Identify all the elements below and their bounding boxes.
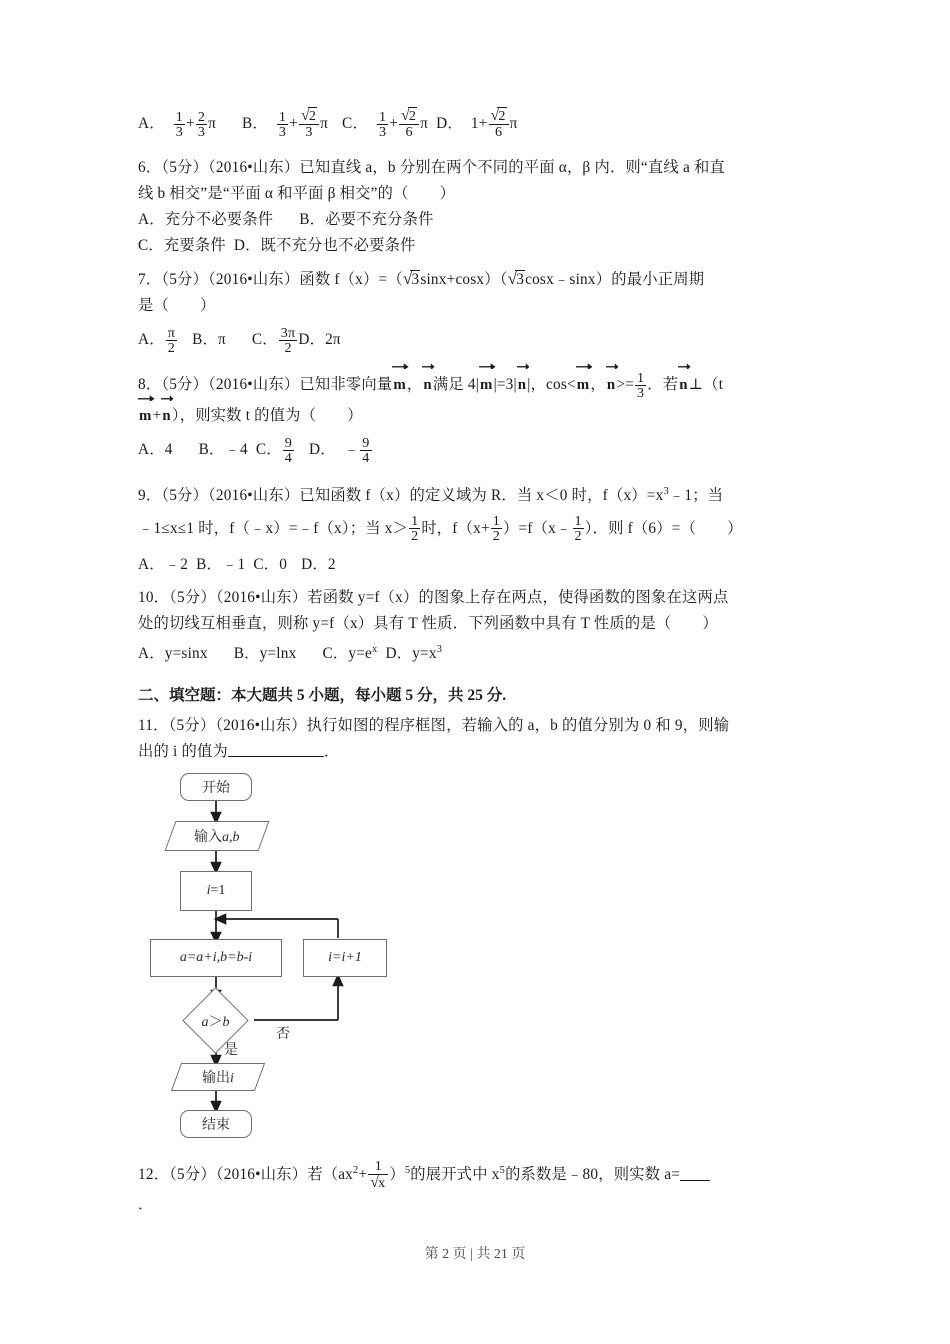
q6-score: （5分） <box>161 159 209 177</box>
q12-tail: 的系数是﹣80，则实数 a= <box>505 1165 681 1183</box>
q5-option-d-frac: $\frac{√2}{6}$ <box>489 108 509 139</box>
q10-option-a: A．y=sinx <box>138 644 208 662</box>
program-flowchart <box>148 771 448 1133</box>
q9-option-a: A．﹣2 <box>138 555 189 573</box>
q8-option-d-frac: $\frac{9}{4}$ <box>362 434 370 467</box>
question-6-options-row2 <box>138 233 838 259</box>
flowchart-init-node: i=1 <box>180 871 252 911</box>
q8-source: （2016•山东） <box>208 376 300 394</box>
q9-option-c: C．0 <box>253 555 288 573</box>
q9-source: （2016•山东） <box>208 487 300 505</box>
question-7-options-row <box>138 323 838 357</box>
question-11-line2 <box>138 739 838 765</box>
q10-option-d: D．$y=x^3$ <box>385 643 443 662</box>
vector-n: n <box>679 369 687 401</box>
q9-frac-2: $\frac{1}{2}$ <box>492 513 501 545</box>
q8-t5: |，cos< <box>527 376 576 394</box>
q7-source: （2016•山东） <box>208 271 300 289</box>
question-12-line1 <box>138 1154 838 1192</box>
q8-t8: ．若 <box>647 376 679 394</box>
q5-option-c-plus: + <box>389 115 399 133</box>
q6-text-line1: 已知直线 a，b 分别在两个不同的平面 α，β 内．则“直线 a 和直 <box>299 159 725 177</box>
q8-t9: ⊥（t <box>688 376 724 394</box>
q12-pre: 若（ax <box>307 1165 354 1183</box>
vector-m: m <box>393 369 406 401</box>
question-8-line2 <box>138 401 838 431</box>
q8-option-a: A．4 <box>138 441 173 459</box>
q5-option-d-one: 1+ <box>470 115 488 133</box>
q8-frac-one-third: $\frac{1}{3}$ <box>636 369 645 402</box>
q5-option-d-label: D． <box>436 115 463 133</box>
vector-arrow-icon <box>517 362 529 370</box>
q9-line1a: 已知函数 f（x）的定义域为 R．当 x＜0 时，f（x）=x <box>299 487 664 505</box>
question-6-options-row1 <box>138 207 838 233</box>
q8-option-c-label: C． <box>255 441 282 459</box>
q10-score: （5分） <box>169 588 216 606</box>
flowchart-start-node: 开始 <box>180 773 252 801</box>
flowchart-end-node: 结束 <box>180 1110 252 1138</box>
flowchart-decision-node: a＞b <box>182 987 248 1053</box>
question-10-line1 <box>138 585 838 611</box>
q7-number: 7． <box>138 271 162 289</box>
q7-option-d: D．2π <box>298 331 341 349</box>
q7-score: （5分） <box>161 271 209 289</box>
q9-option-d: D．2 <box>301 555 336 573</box>
q5-option-a-pi: π <box>208 115 217 133</box>
vector-n: n <box>423 369 431 401</box>
page-footer: 第 2 页 | 共 21 页 <box>424 1247 526 1262</box>
q5-option-d-pi: π <box>509 115 518 133</box>
q12-source: （2016•山东） <box>215 1165 308 1183</box>
q8-t7: >= <box>616 376 634 394</box>
q12-mid: + <box>358 1165 368 1183</box>
q8-t6: ， <box>590 376 606 394</box>
question-7-line1 <box>138 266 838 293</box>
sqrt-icon: √3 <box>402 269 420 289</box>
q8-option-d-label: D． <box>309 441 336 459</box>
q9-number: 9． <box>138 487 162 505</box>
q12-period: ． <box>138 1195 154 1213</box>
q12-answer-blank[interactable] <box>680 1164 710 1181</box>
vector-arrow-icon <box>576 362 593 370</box>
q11-answer-blank[interactable] <box>228 740 324 757</box>
q5-option-a-label: A． <box>138 115 165 133</box>
q7-mid1: sinx+cosx）（ <box>420 271 508 289</box>
flowchart-no-label: 否 <box>276 1026 290 1042</box>
q6-option-b: B．必要不充分条件 <box>299 211 434 229</box>
question-9-options-row <box>138 552 838 578</box>
q6-number: 6． <box>138 159 162 177</box>
q8-t4: |=3| <box>493 376 517 394</box>
question-9-line1 <box>138 479 838 509</box>
q11-line2-pre: 出的 i 的值为 <box>138 742 228 760</box>
q8-option-b: B．﹣4 <box>198 441 248 459</box>
q11-source: （2016•山东） <box>215 716 307 734</box>
q8-line2-rest: ），则实数 t 的值为（ ） <box>171 407 363 425</box>
q6-source: （2016•山东） <box>208 159 300 177</box>
q8-score: （5分） <box>161 376 209 394</box>
q6-text-line2: 线 b 相交”是“平面 α 和平面 β 相交”的（ ） <box>138 185 456 203</box>
vector-arrow-icon <box>678 362 690 370</box>
flowchart-process-node: a=a+i,b=b-i <box>150 939 282 977</box>
q5-option-b-frac2: $\frac{√2}{3}$ <box>299 108 319 139</box>
q11-line1: 执行如图的程序框图，若输入的 a，b 的值分别为 0 和 9，则输 <box>306 716 730 734</box>
q10-source: （2016•山东） <box>215 588 308 606</box>
q7-option-c-frac: $\frac{3\pi}{2}$ <box>280 324 296 357</box>
q12-close: ） <box>389 1165 405 1183</box>
q12-after-exp: 5 <box>499 1164 506 1176</box>
q9-frac-3: $\frac{1}{2}$ <box>574 513 582 545</box>
q5-option-b-frac1: $\frac{1}{3}$ <box>278 108 287 141</box>
section-2-heading: 二、填空题：本大题共 5 小题，每小题 5 分，共 25 分. <box>138 686 507 704</box>
q10-number: 10． <box>138 588 170 606</box>
q5-option-c-pi: π <box>420 115 429 133</box>
q10-line1: 若函数 y=f（x）的图象上存在两点，使得函数的图象在这两点 <box>307 588 729 606</box>
question-6-line2 <box>138 181 838 207</box>
q7-mid2: cosx﹣sinx）的最小正周期 <box>525 271 705 289</box>
q8-option-c-frac: $\frac{9}{4}$ <box>284 434 292 467</box>
q10-line2: 处的切线互相垂直，则称 y=f（x）具有 T 性质．下列函数中具有 T 性质的是（ ） <box>138 614 718 632</box>
q5-option-c-label: C． <box>342 115 368 133</box>
q5-option-b-plus: + <box>289 115 298 133</box>
q8-t3: 满足 4| <box>432 376 479 394</box>
document-page <box>138 0 838 1344</box>
q5-option-a-plus: + <box>186 115 195 133</box>
sqrt-icon: √2 <box>401 107 417 124</box>
q8-t2: ， <box>406 376 423 394</box>
q6-option-c: C．充要条件 <box>138 237 226 255</box>
q11-line2-post: ． <box>323 742 340 760</box>
q5-option-b-label: B． <box>242 115 268 133</box>
flowchart-output-node: 输出i <box>171 1063 265 1091</box>
q8-line2-plus: + <box>152 407 162 425</box>
q5-option-a-frac2: $\frac{2}{3}$ <box>197 108 206 141</box>
question-8-options-row <box>138 433 838 467</box>
flowchart-increment-node: i=i+1 <box>303 939 387 977</box>
q7-option-a-label: A． <box>138 331 165 349</box>
sqrt-icon: √x <box>370 1173 386 1191</box>
q5-options-row <box>138 108 838 139</box>
vector-m: m <box>480 369 493 401</box>
q5-option-b-pi: π <box>320 115 329 133</box>
q10-option-c-exp: x <box>372 643 378 655</box>
q9-frac-1: $\frac{1}{2}$ <box>411 513 419 545</box>
q8-number: 8． <box>138 376 162 394</box>
question-12-line2 <box>138 1192 838 1218</box>
question-10-options-row <box>138 637 838 667</box>
q12-exp-5: 5 <box>404 1164 411 1176</box>
q7-option-b: B．π <box>192 331 226 349</box>
question-9-line2 <box>138 510 838 548</box>
q7-text-pre: 函数 f（x）=（ <box>299 271 403 289</box>
flowchart-yes-label: 是 <box>224 1042 238 1058</box>
q7-text-line2: 是（ ） <box>138 297 216 315</box>
sqrt-icon: √2 <box>301 107 317 124</box>
vector-n: n <box>607 369 615 401</box>
q5-option-a-frac1: $\frac{1}{3}$ <box>175 108 183 141</box>
q12-frac: $\frac{1}{√x}$ <box>368 1159 388 1190</box>
q12-exp-2: 2 <box>353 1164 359 1176</box>
question-8-line1 <box>138 369 838 401</box>
q10-option-b: B．y=lnx <box>233 644 297 662</box>
question-10-line2 <box>138 611 838 637</box>
q6-option-a: A．充分不必要条件 <box>138 211 274 229</box>
q9-line2b: 时，f（x+ <box>421 519 490 537</box>
q10-option-c: C．$y=e^x$ <box>322 643 378 662</box>
vector-arrow-icon <box>479 362 496 370</box>
vector-arrow-icon <box>606 362 618 370</box>
vector-arrow-icon <box>392 362 409 370</box>
vector-n: n <box>162 401 170 431</box>
q9-line2d: ）．则 f（6）=（ ） <box>584 519 743 537</box>
sqrt-icon: √2 <box>490 107 506 124</box>
q11-number: 11． <box>138 716 169 734</box>
vector-m: m <box>577 369 590 401</box>
q10-option-d-exp: 3 <box>436 643 443 655</box>
question-7-line2 <box>138 293 838 319</box>
vector-n: n <box>518 369 526 401</box>
question-11-line1 <box>138 713 838 739</box>
q6-option-d: D．既不充分也不必要条件 <box>233 237 416 255</box>
vector-arrow-icon <box>422 362 434 370</box>
q12-after: 的展开式中 x <box>410 1165 500 1183</box>
q9-line1b: ﹣1；当 <box>668 487 724 505</box>
q9-line2a: ﹣1≤x≤1 时，f（﹣x）=﹣f（x）；当 x＞ <box>138 519 409 537</box>
q5-option-c-frac1: $\frac{1}{3}$ <box>378 108 387 141</box>
q9-line2c: ）=f（x﹣ <box>503 519 572 537</box>
q12-number: 12． <box>138 1165 170 1183</box>
q8-option-d-minus: ﹣ <box>343 441 360 459</box>
vector-m: m <box>139 401 152 431</box>
q12-score: （5分） <box>169 1165 216 1183</box>
q9-exp-3: 3 <box>663 486 669 498</box>
sqrt-icon: √3 <box>507 269 525 289</box>
flowchart-input-node: 输入a,b <box>165 821 270 851</box>
q9-option-b: B．﹣1 <box>196 555 246 573</box>
q8-t1: 已知非零向量 <box>299 376 393 394</box>
q5-option-c-frac2: $\frac{√2}{6}$ <box>399 108 419 139</box>
q11-score: （5分） <box>168 716 216 734</box>
question-6-line1 <box>138 155 838 181</box>
q7-option-a-frac: $\frac{\pi}{2}$ <box>167 324 176 357</box>
q9-score: （5分） <box>161 487 209 505</box>
q7-option-c-label: C． <box>251 331 278 349</box>
